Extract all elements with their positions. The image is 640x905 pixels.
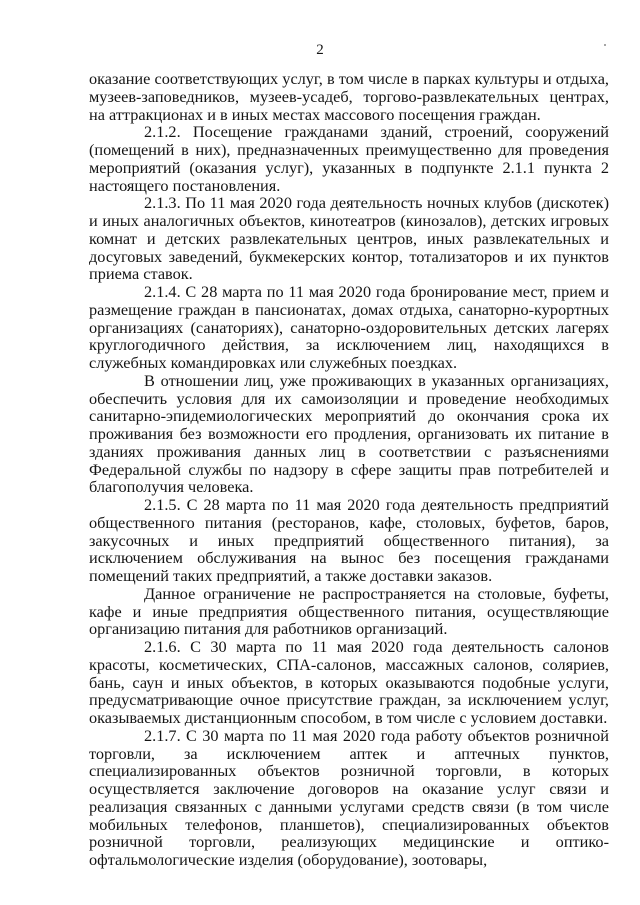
paragraph-2-1-4: 2.1.4. С 28 марта по 11 мая 2020 года бронирование мест, прием и размещение граждан в пансионатах, домах отдыха, санаторно-курортных организациях (санаториях), санаторно-оздоровительных детских лагерях круглогодичного действия, за исключением лиц, находящихся в служебных командировках или служебных поездках. [89,282,609,372]
paragraph-2-1-5-exception: Данное ограничение не распространяется на столовые, буфеты, кафе и иные предприятия общественного питания, осуществляющие организацию питания для работников организаций. [89,583,609,639]
paragraph-continuation: оказание соответствующих услуг, в том числе в парках культуры и отдыха, музеев-заповедников, музеев-усадеб, торгово-развлекательных центрах, на аттракционах и в иных местах массового посещения граждан. [89,69,609,124]
page-number: 2 [316,42,324,58]
paragraph-2-1-3: 2.1.3. По 11 мая 2020 года деятельность ночных клубов (дискотек) и иных аналогичных объектов, кинотеатров (кинозалов), детских игровых комнат и детских развлекательных центров, иных развлекательных и досуговых заведений, букмекерских контор, тотализаторов и их пунктов приема ставок. [89,193,609,284]
paragraph-2-1-7: 2.1.7. С 30 марта по 11 мая 2020 года работу объектов розничной торговли, за исключением аптек и аптечных пунктов, специализированных объектов розничной торговли, в которых осуществляется заключение договоров на оказание услуг связи и реализация связанных с данными услугами средств связи (в том числе мобильных телефонов, планшетов), специализированных объектов розничной торговли, реализующих медицинские и оптико-офтальмологические изделия (оборудование), зоотовары, [89,725,609,869]
paragraph-2-1-2: 2.1.2. Посещение гражданами зданий, строений, сооружений (помещений в них), предназначенных преимущественно для проведения мероприятий (оказания услуг), указанных в подпункте 2.1.1 пункта 2 настоящего постановления. [89,122,609,195]
paragraph-2-1-5: 2.1.5. С 28 марта по 11 мая 2020 года деятельность предприятий общественного питания (ресторанов, кафе, столовых, буфетов, баров, закусочных и иных предприятий общественного питания), за исключением обслуживания на вынос без посещения гражданами помещений таких предприятий, а также доставки заказов. [89,495,609,585]
document-body [89,70,609,869]
paragraph-2-1-4-residents: В отношении лиц, уже проживающих в указанных организациях, обеспечить условия для их самоизоляции и проведение необходимых санитарно-эпидемиологических мероприятий до окончания срока их проживания без возможности его продления, организовать их питание в зданиях проживания данных лиц в соответствии с разъяснениями Федеральной службы по надзору в сфере защиты прав потребителей и благополучия человека. [89,370,609,497]
paragraph-2-1-6: 2.1.6. С 30 марта по 11 мая 2020 года деятельность салонов красоты, косметических, СПА-салонов, массажных салонов, соляриев, бань, саун и иных объектов, в которых оказываются подобные услуги, предусматривающие очное присутствие граждан, за исключением услуг, оказываемых дистанционным способом, в том числе с условием доставки. [89,637,609,727]
